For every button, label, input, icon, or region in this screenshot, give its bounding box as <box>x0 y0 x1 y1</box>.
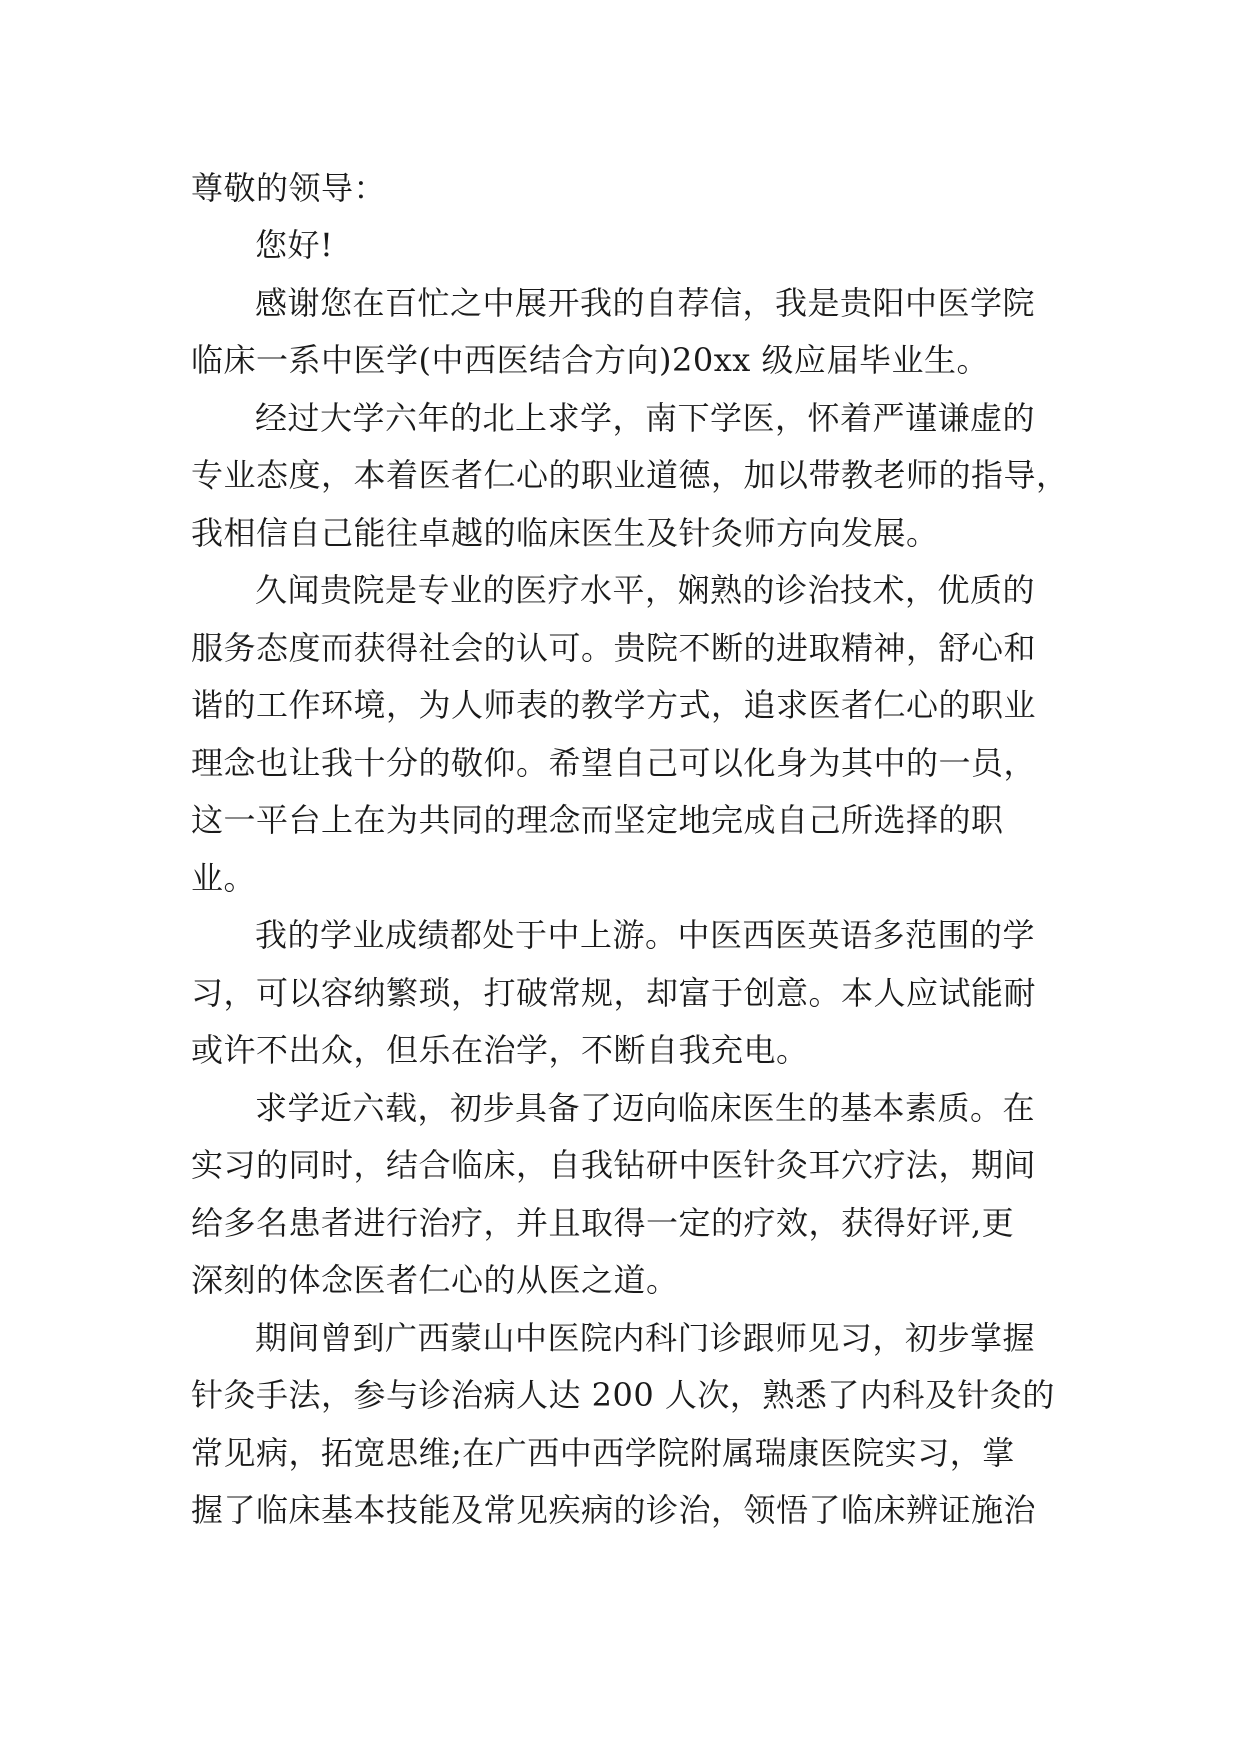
body-line: 经过大学六年的北上求学，南下学医，怀着严谨谦虚的 <box>255 399 1036 437</box>
body-line: 这一平台上在为共同的理念而坚定地完成自己所选择的职 <box>191 801 1004 839</box>
body-line: 求学近六载，初步具备了迈向临床医生的基本素质。在 <box>255 1089 1036 1127</box>
body-line: 久闻贵院是专业的医疗水平，娴熟的诊治技术，优质的 <box>255 571 1036 609</box>
body-line: 业。 <box>191 859 257 897</box>
body-line: 临床一系中医学(中西医结合方向)20xx 级应届毕业生。 <box>191 341 989 379</box>
body-line: 针灸手法，参与诊治病人达 200 人次，熟悉了内科及针灸的 <box>191 1376 1055 1414</box>
body-line: 或许不出众，但乐在治学，不断自我充电。 <box>191 1031 809 1069</box>
body-line: 我相信自己能往卓越的临床医生及针灸师方向发展。 <box>191 514 939 552</box>
body-line: 实习的同时，结合临床，自我钻研中医针灸耳穴疗法，期间 <box>191 1146 1037 1184</box>
salutation: 尊敬的领导： <box>191 169 387 207</box>
body-line: 理念也让我十分的敬仰。希望自己可以化身为其中的一员， <box>191 744 1037 782</box>
body-line: 常见病，拓宽思维;在广西中西学院附属瑞康医院实习，掌 <box>191 1434 1015 1472</box>
greeting: 您好! <box>255 226 334 264</box>
body-line: 深刻的体念医者仁心的从医之道。 <box>191 1261 679 1299</box>
body-line: 期间曾到广西蒙山中医院内科门诊跟师见习，初步掌握 <box>255 1319 1036 1357</box>
body-line: 感谢您在百忙之中展开我的自荐信，我是贵阳中医学院 <box>255 284 1036 322</box>
body-line: 握了临床基本技能及常见疾病的诊治，领悟了临床辨证施治 <box>191 1491 1037 1529</box>
body-line: 专业态度，本着医者仁心的职业道德，加以带教老师的指导， <box>191 456 1069 494</box>
body-line: 谐的工作环境，为人师表的教学方式，追求医者仁心的职业 <box>191 686 1037 724</box>
body-line: 给多名患者进行治疗，并且取得一定的疗效，获得好评,更 <box>191 1204 1015 1242</box>
body-line: 习，可以容纳繁琐，打破常规，却富于创意。本人应试能耐 <box>191 974 1037 1012</box>
body-line: 我的学业成绩都处于中上游。中医西医英语多范围的学 <box>255 916 1036 954</box>
body-line: 服务态度而获得社会的认可。贵院不断的进取精神，舒心和 <box>191 629 1037 667</box>
